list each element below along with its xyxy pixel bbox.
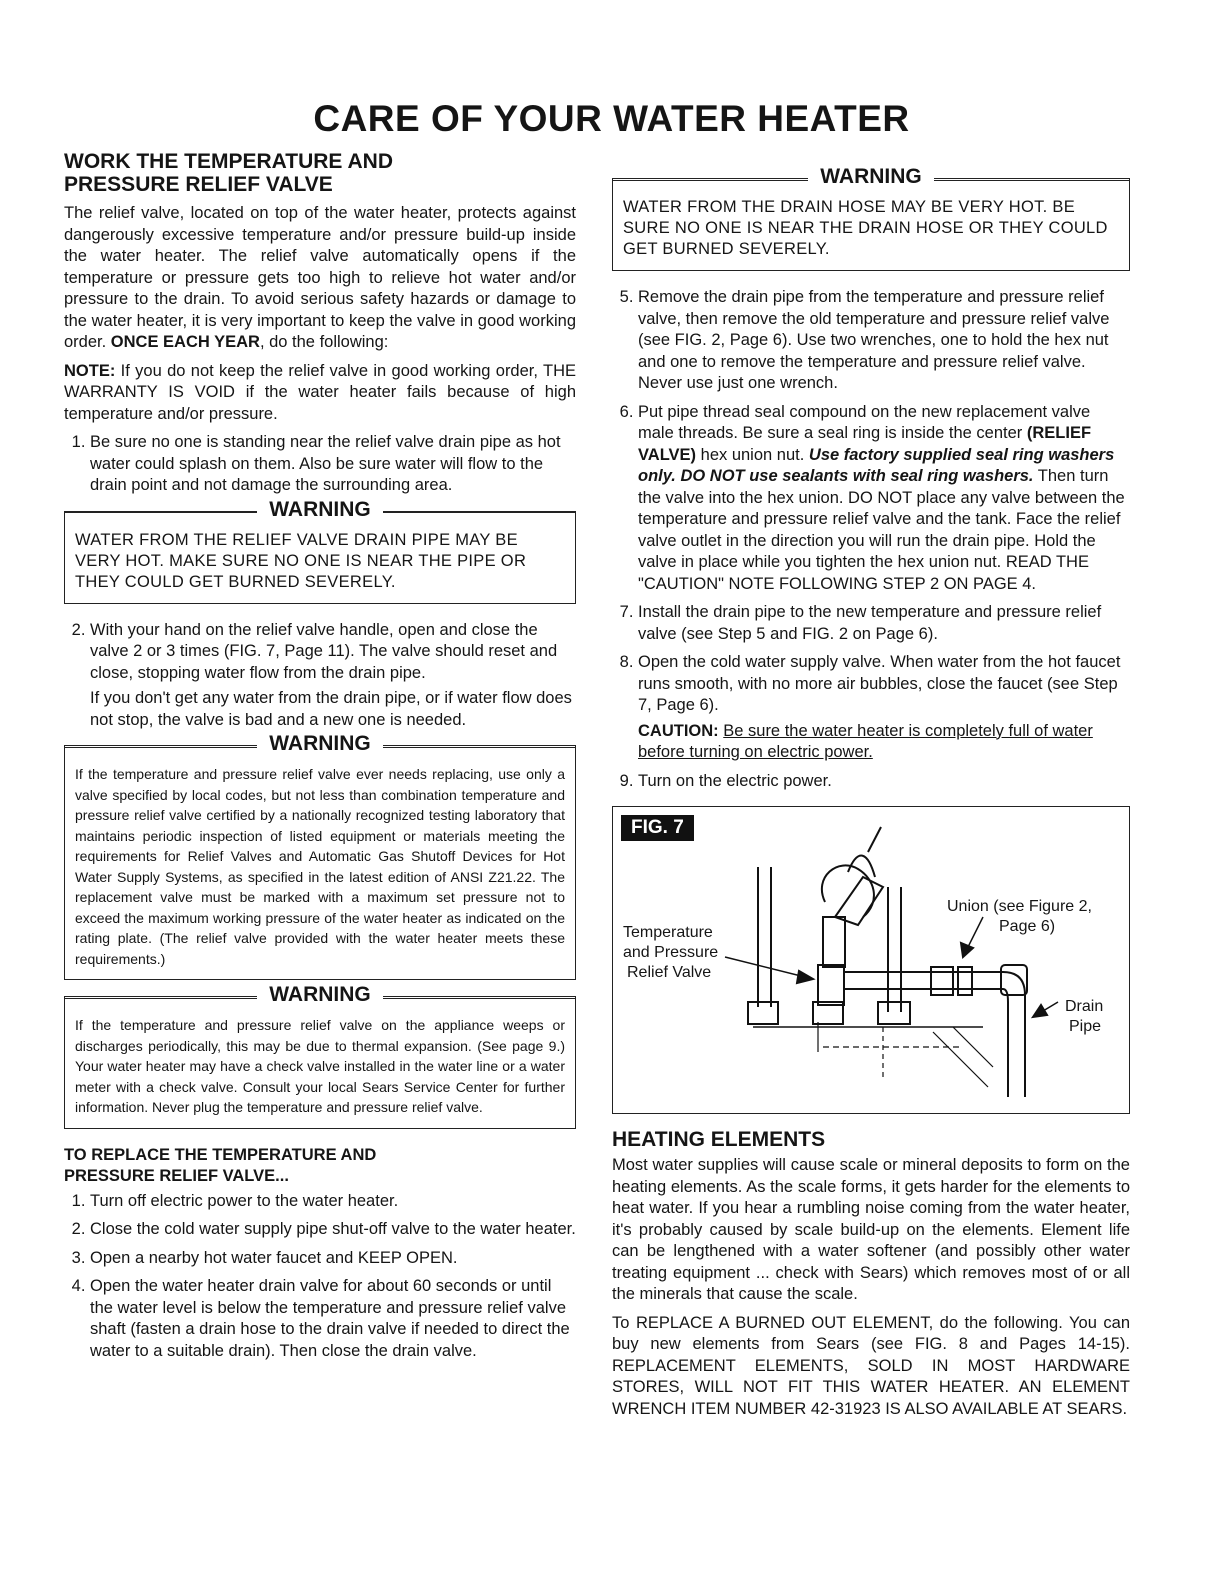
relief-step-2 <box>90 620 576 732</box>
caution-note <box>638 721 1130 764</box>
heating-elements-para-1: Most water supplies will cause scale or mineral deposits to form on the heating elements. As the scale forms, it gets harder for the elements to heat water. If you hear a rumbling noise coming from the water heater, it's probably caused by scale build-up on the elements. Element life can be lengthened with a water softener (and possibly other water treating equipment ... check with Sears) which removes most of or all the minerals that cause the scale. <box>612 1156 1130 1303</box>
replace-step-5: 5. Remove the drain pipe from the temperature and pressure relief valve, then remove the old temperature and pressure relief valve (see FIG. 2, Page 6). Use two wrenches, one to hold the hex nut and one to remove the temperature and pressure relief valve. Never use just one wrench. <box>638 287 1130 395</box>
warning-box-relief-drain <box>64 497 576 604</box>
relief-valve-heading <box>64 150 576 196</box>
label-line: Union (see Figure 2, <box>947 898 1092 915</box>
warning-text: If the temperature and pressure relief valve on the appliance weeps or discharges periodically, this may be due to thermal expansion. (See page 9.) Your water heater may have a check valve installed in the water line or a water meter with a check valve. Consult your local Sears Service Center for further information. Never plug the temperature and pressure relief valve. <box>75 1017 565 1115</box>
label-drain-pipe <box>1065 997 1103 1037</box>
relief-step-2-text: With your hand on the relief valve handle, open and close the valve 2 or 3 times (FIG. 7, Page 11). The valve should reset and close, stopping water flow from the drain pipe. <box>90 620 558 682</box>
replace-heading-line2: PRESSURE RELIEF VALVE... <box>64 1166 289 1185</box>
step6-text-a: Put pipe thread seal compound on the new replacement valve male threads. Be sure a seal ring is inside the center <box>638 402 1091 442</box>
relief-heading-line2: PRESSURE RELIEF VALVE <box>64 173 333 196</box>
label-union <box>947 897 1092 937</box>
replace-step-8-text: Open the cold water supply valve. When water from the hot faucet runs smooth, with no more air bubbles, close the faucet (see Step 7, Page 6). <box>638 653 1121 714</box>
warning-box-replacement-valve <box>64 732 576 980</box>
step6-relief-valve: (RELIEF VALVE) <box>638 424 1092 464</box>
replace-steps-b <box>612 287 1130 792</box>
replace-step-4: 4. Open the water heater drain valve for about 60 seconds or until the water level is below the temperature and pressure relief valve shaft (fasten a drain hose to the drain valve if needed to direct the water to a suitable drain). Then close the drain valve. <box>90 1276 576 1362</box>
warning-text: WATER FROM THE RELIEF VALVE DRAIN PIPE MAY BE VERY HOT. MAKE SURE NO ONE IS NEAR THE PIPE OR THEY COULD GET BURNED SEVERELY. <box>75 530 527 591</box>
heating-elements-heading: HEATING ELEMENTS <box>612 1128 826 1151</box>
once-each-year: ONCE EACH YEAR <box>110 333 260 351</box>
label-line: Temperature <box>623 924 713 941</box>
replace-step-9: 9. Turn on the electric power. <box>638 771 1130 793</box>
label-line: Pipe <box>1069 1018 1102 1035</box>
step6-seal-warning: Use factory supplied seal ring washers only. DO NOT use sealants with seal ring washers. <box>638 445 1115 485</box>
step6-text-c: hex union nut. <box>696 445 809 464</box>
replace-step-2: 2. Close the cold water supply pipe shut-off valve to the water heater. <box>90 1219 576 1241</box>
relief-intro <box>64 203 576 354</box>
warning-box-thermal-expansion <box>64 983 576 1129</box>
warning-title: WARNING <box>257 732 383 756</box>
relief-heading-line1: WORK THE TEMPERATURE AND <box>64 150 393 173</box>
replace-step-7: 7. Install the drain pipe to the new temperature and pressure relief valve (see Step 5 and FIG. 2 on Page 6). <box>638 602 1130 645</box>
warning-title: WARNING <box>808 165 934 189</box>
warning-title: WARNING <box>257 498 383 522</box>
replace-heading-line1: TO REPLACE THE TEMPERATURE AND <box>64 1145 377 1164</box>
relief-steps-a <box>64 432 576 497</box>
relief-step-2-extra: If you don't get any water from the drain pipe, or if water flow does not stop, the valve is bad and a new one is needed. <box>90 689 572 729</box>
label-line: Relief Valve <box>627 964 712 981</box>
label-line: Page 6) <box>999 918 1056 935</box>
heating-elements-para-2: To REPLACE A BURNED OUT ELEMENT, do the following. You can buy new elements from Sears (see FIG. 8 and Pages 14-15). REPLACEMENT ELEMENTS, SOLD IN MOST HARDWARE STORES, WILL NOT FIT THIS WATER HEATER. AN ELEMENT WRENCH ITEM NUMBER 42-31923 IS ALSO AVAILABLE AT SEARS. <box>612 1313 1130 1418</box>
label-line: Drain <box>1065 998 1104 1015</box>
caution-text: Be sure the water heater is completely full of water before turning on electric power. <box>638 721 1093 761</box>
figure-badge: FIG. 7 <box>621 815 694 841</box>
label-line: and Pressure <box>623 944 719 961</box>
warning-title: WARNING <box>257 983 383 1007</box>
replace-step-3: 3. Open a nearby hot water faucet and KEEP OPEN. <box>90 1248 576 1270</box>
warning-text: WATER FROM THE DRAIN HOSE MAY BE VERY HOT. BE SURE NO ONE IS NEAR THE DRAIN HOSE OR THEY COULD GET BURNED SEVERELY. <box>623 198 1108 258</box>
relief-steps-b <box>64 620 576 732</box>
warning-box-drain-hose <box>612 165 1130 271</box>
left-column <box>64 150 576 1369</box>
replace-step-8 <box>638 652 1130 764</box>
relief-step-1: 1. Be sure no one is standing near the relief valve drain pipe as hot water could splash on them. Also be sure water will flow to the drain point and not damage the surrounding area. <box>90 432 576 497</box>
note-label: NOTE: <box>64 361 116 380</box>
replace-step-6 <box>638 402 1130 596</box>
right-column <box>612 165 1130 1427</box>
caution-label: CAUTION: <box>638 721 719 740</box>
page-title: CARE OF YOUR WATER HEATER <box>313 98 910 139</box>
relief-intro-text: The relief valve, located on top of the water heater, protects against dangerously excessive temperature and/or pressure build-up inside the water heater. The relief valve automatically opens if the temperature or pressure gets too high to relieve hot water and/or pressure to the drain. To avoid serious safety hazards or damage to the water heater, it is very important to keep the valve in good working order. <box>64 204 576 351</box>
figure-7 <box>612 806 1130 1114</box>
step6-text-e: Then turn the valve into the hex union. DO NOT place any valve between the temperature and pressure relief valve and the tank. Face the relief valve outlet in the direction you will run the drain pipe. Hold the valve in place while you tighten the hex union nut. READ THE "CAUTION" NOTE FOLLOWING STEP 2 ON PAGE 4. <box>638 467 1125 593</box>
replace-valve-heading <box>64 1145 576 1187</box>
replace-steps-a <box>64 1191 576 1363</box>
relief-intro-end: , do the following: <box>259 333 389 351</box>
note-text: If you do not keep the relief valve in good working order, THE WARRANTY IS VOID if the water heater fails because of high temperature and/or pressure. <box>64 361 576 423</box>
warning-text: If the temperature and pressure relief valve ever needs replacing, use only a valve specified by local codes, but not less than combination temperature and pressure relief valve certified by a nationally recognized testing laboratory that maintains periodic inspection of listed equipment or materials meeting the requirements for Relief Valves and Automatic Gas Shutoff Devices for Hot Water Supply Systems, as specified in the latest edition of ANSI Z21.22. The replacement valve must be marked with a maximum set pressure not to exceed the maximum working pressure of the water heater as indicated on the rating plate. (The relief valve provided with the water heater meets these requirements.) <box>75 766 565 967</box>
warranty-note <box>64 361 576 426</box>
label-relief-valve <box>623 923 718 983</box>
replace-step-1: 1. Turn off electric power to the water heater. <box>90 1191 576 1213</box>
